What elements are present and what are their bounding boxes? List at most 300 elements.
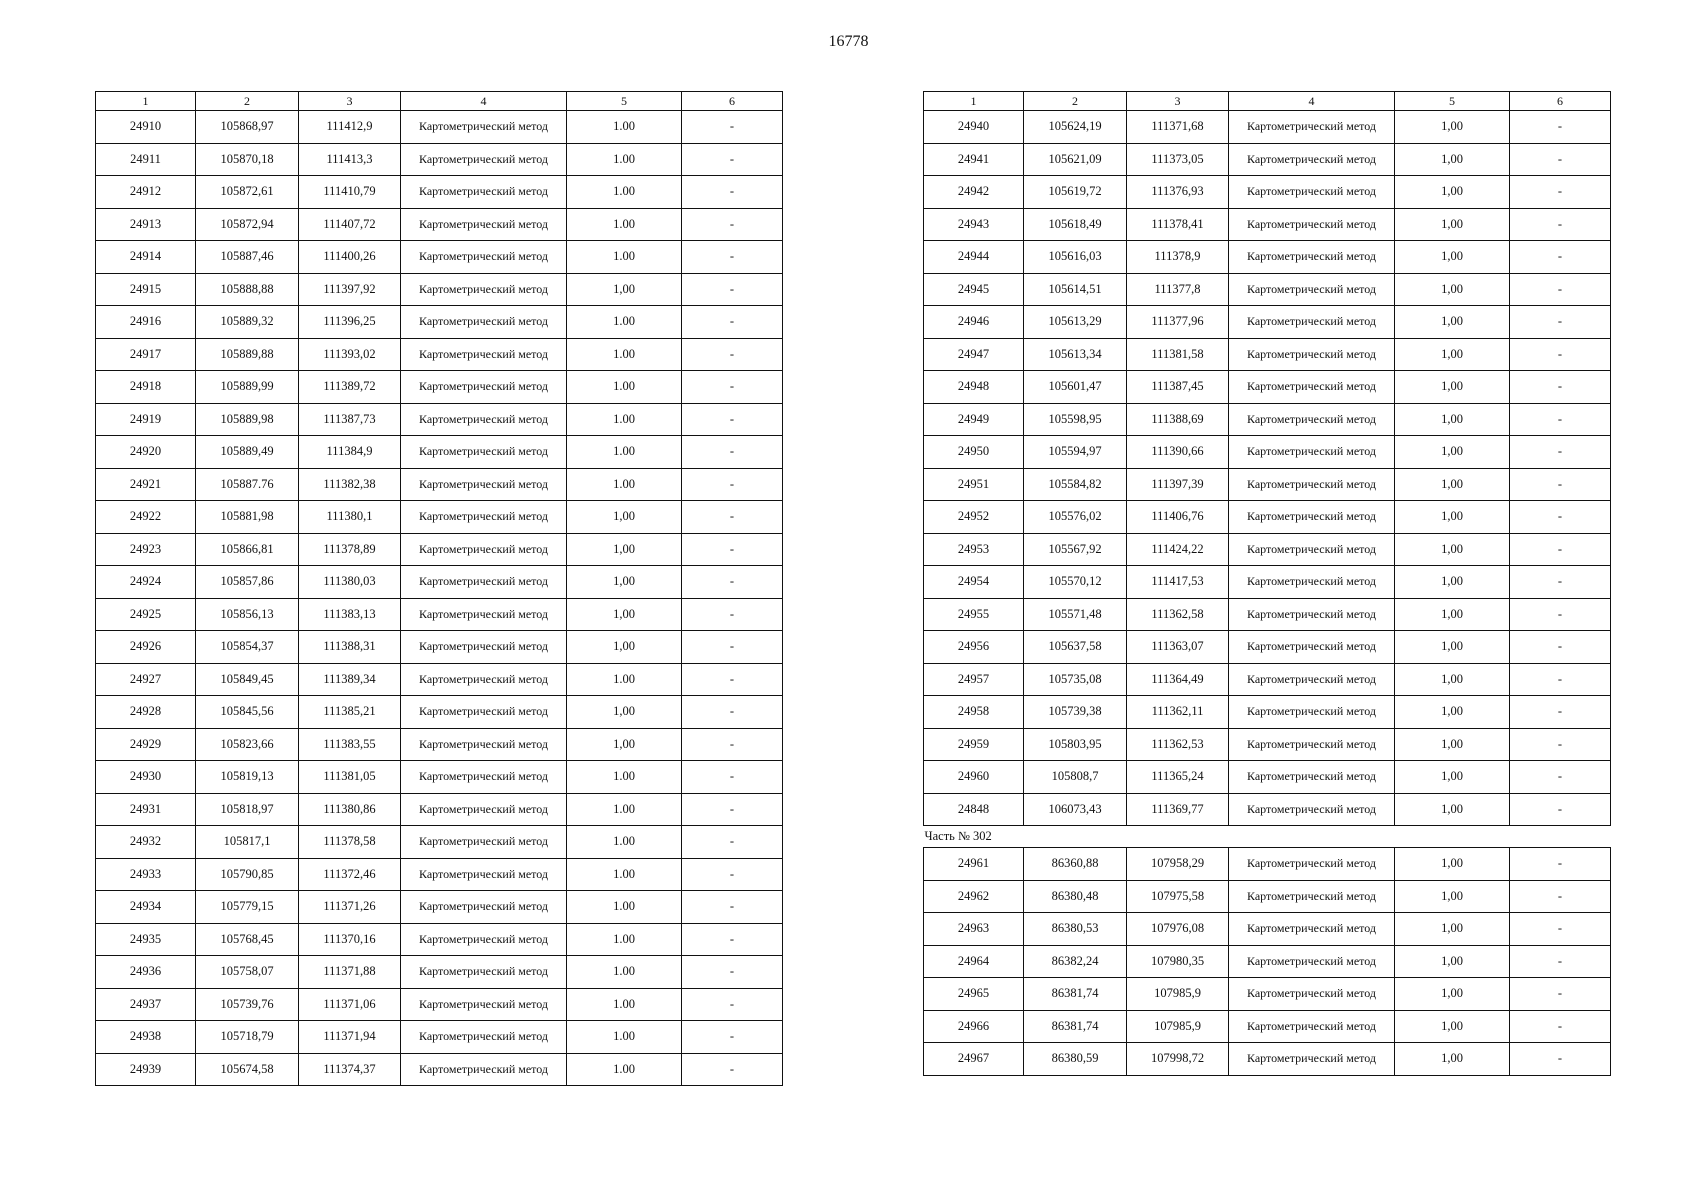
table-cell: - [682, 923, 783, 956]
table-cell: - [1510, 663, 1611, 696]
table-cell: - [1510, 176, 1611, 209]
table-cell: 24949 [924, 403, 1024, 436]
table-cell: 105735,08 [1024, 663, 1127, 696]
table-cell: - [682, 566, 783, 599]
table-cell: 1.00 [567, 956, 682, 989]
column-header: 3 [1127, 92, 1229, 111]
table-cell: 111383,13 [299, 598, 401, 631]
table-cell: - [682, 598, 783, 631]
table-cell: 105808,7 [1024, 761, 1127, 794]
table-cell: 111378,89 [299, 533, 401, 566]
column-header-row [924, 92, 1611, 111]
table-cell: 1.00 [567, 403, 682, 436]
page-number: 16778 [828, 33, 869, 50]
table-cell: - [1510, 338, 1611, 371]
table-cell: 111371,26 [299, 891, 401, 924]
table-cell: 1,00 [567, 566, 682, 599]
table-cell: 24916 [96, 306, 196, 339]
table-cell: 105889,88 [196, 338, 299, 371]
table-cell: Картометрический метод [401, 956, 567, 989]
table-cell: 111397,39 [1127, 468, 1229, 501]
table-cell: 105584,82 [1024, 468, 1127, 501]
table-row [924, 913, 1611, 946]
table-cell: 105594,97 [1024, 436, 1127, 469]
table-row [924, 143, 1611, 176]
table-cell: 111388,31 [299, 631, 401, 664]
table-cell: Картометрический метод [1229, 1043, 1395, 1076]
table-cell: 107976,08 [1127, 913, 1229, 946]
table-cell: 1,00 [1395, 793, 1510, 826]
table-cell: 105790,85 [196, 858, 299, 891]
table-cell: Картометрический метод [1229, 208, 1395, 241]
table-cell: 105889,99 [196, 371, 299, 404]
table-cell: 1,00 [1395, 945, 1510, 978]
table-cell: 1,00 [1395, 761, 1510, 794]
table-row [96, 663, 783, 696]
table-cell: Картометрический метод [401, 728, 567, 761]
column-header: 6 [1510, 92, 1611, 111]
table-cell: 24927 [96, 663, 196, 696]
table-row [924, 880, 1611, 913]
table-cell: 111362,58 [1127, 598, 1229, 631]
table-cell: 105779,15 [196, 891, 299, 924]
table-cell: 105872,94 [196, 208, 299, 241]
table-cell: Картометрический метод [401, 176, 567, 209]
table-cell: - [1510, 111, 1611, 144]
table-cell: - [1510, 945, 1611, 978]
table-cell: 1.00 [567, 1021, 682, 1054]
table-cell: 1,00 [1395, 176, 1510, 209]
table-cell: 86380,48 [1024, 880, 1127, 913]
table-cell: 105598,95 [1024, 403, 1127, 436]
column-header: 1 [96, 92, 196, 111]
table-cell: 111382,38 [299, 468, 401, 501]
table-cell: 111362,53 [1127, 728, 1229, 761]
table-cell: 111380,1 [299, 501, 401, 534]
table-cell: - [1510, 631, 1611, 664]
table-cell: 107980,35 [1127, 945, 1229, 978]
table-cell: 1.00 [567, 923, 682, 956]
table-cell: 24960 [924, 761, 1024, 794]
table-cell: Картометрический метод [1229, 338, 1395, 371]
table-cell: 24945 [924, 273, 1024, 306]
table-cell: - [1510, 978, 1611, 1011]
table-cell: 111378,9 [1127, 241, 1229, 274]
column-header-row [96, 92, 783, 111]
table-row [96, 468, 783, 501]
table-cell: Картометрический метод [1229, 978, 1395, 1011]
table-cell: 107985,9 [1127, 1010, 1229, 1043]
table-cell: - [682, 1021, 783, 1054]
table-cell: 105621,09 [1024, 143, 1127, 176]
table-cell: Картометрический метод [401, 533, 567, 566]
table-cell: - [682, 176, 783, 209]
table-cell: 111377,96 [1127, 306, 1229, 339]
table-cell: 111365,24 [1127, 761, 1229, 794]
table-cell: 111370,16 [299, 923, 401, 956]
table-cell: - [682, 1053, 783, 1086]
table-row [924, 848, 1611, 881]
table-row [924, 468, 1611, 501]
table-cell: Картометрический метод [1229, 241, 1395, 274]
table-row [96, 598, 783, 631]
table-cell: 105849,45 [196, 663, 299, 696]
table-cell: 105889,32 [196, 306, 299, 339]
table-cell: 24959 [924, 728, 1024, 761]
table-row [96, 728, 783, 761]
table-row [96, 533, 783, 566]
table-cell: 24967 [924, 1043, 1024, 1076]
table-cell: Картометрический метод [1229, 403, 1395, 436]
table-cell: 24954 [924, 566, 1024, 599]
table-cell: 105739,38 [1024, 696, 1127, 729]
table-cell: 24929 [96, 728, 196, 761]
table-cell: 105889,49 [196, 436, 299, 469]
table-cell: - [682, 501, 783, 534]
table-cell: Картометрический метод [401, 566, 567, 599]
table-cell: 105601,47 [1024, 371, 1127, 404]
table-cell: 105823,66 [196, 728, 299, 761]
table-row [924, 978, 1611, 1011]
table-cell: Картометрический метод [1229, 436, 1395, 469]
table-cell: 1.00 [567, 988, 682, 1021]
table-cell: 24963 [924, 913, 1024, 946]
table-cell: 24966 [924, 1010, 1024, 1043]
table-row [924, 793, 1611, 826]
table-cell: 24921 [96, 468, 196, 501]
table-cell: 24931 [96, 793, 196, 826]
table-cell: 24958 [924, 696, 1024, 729]
table-cell: 24922 [96, 501, 196, 534]
table-cell: 105889,98 [196, 403, 299, 436]
table-cell: 24928 [96, 696, 196, 729]
table-cell: 1.00 [567, 306, 682, 339]
table-cell: 111371,06 [299, 988, 401, 1021]
table-cell: 24934 [96, 891, 196, 924]
column-header: 2 [1024, 92, 1127, 111]
table-cell: - [682, 306, 783, 339]
table-row [924, 533, 1611, 566]
table-cell: - [1510, 403, 1611, 436]
table-row [96, 923, 783, 956]
table-cell: 1,00 [1395, 663, 1510, 696]
table-row [96, 241, 783, 274]
table-cell: Картометрический метод [1229, 143, 1395, 176]
table-cell: - [682, 858, 783, 891]
table-row [96, 371, 783, 404]
table-cell: 1,00 [1395, 598, 1510, 631]
table-cell: 111380,03 [299, 566, 401, 599]
table-cell: 105881,98 [196, 501, 299, 534]
table-cell: 24914 [96, 241, 196, 274]
table-row [96, 761, 783, 794]
table-cell: 86380,53 [1024, 913, 1127, 946]
table-cell: 24936 [96, 956, 196, 989]
table-cell: Картометрический метод [401, 436, 567, 469]
table-cell: 1,00 [1395, 241, 1510, 274]
table-cell: 24910 [96, 111, 196, 144]
table-cell: 1,00 [1395, 1043, 1510, 1076]
table-row [924, 371, 1611, 404]
table-cell: - [682, 956, 783, 989]
table-cell: Картометрический метод [1229, 176, 1395, 209]
table-cell: - [1510, 143, 1611, 176]
table-cell: - [682, 208, 783, 241]
table-cell: - [682, 826, 783, 859]
table-cell: 105571,48 [1024, 598, 1127, 631]
table-cell: 111389,34 [299, 663, 401, 696]
table-cell: 111369,77 [1127, 793, 1229, 826]
table-cell: 24924 [96, 566, 196, 599]
table-cell: - [682, 403, 783, 436]
table-cell: 111371,68 [1127, 111, 1229, 144]
table-cell: - [1510, 566, 1611, 599]
table-cell: 111412,9 [299, 111, 401, 144]
coordinates-table-left [95, 91, 783, 1086]
table-cell: 24915 [96, 273, 196, 306]
table-cell: 24937 [96, 988, 196, 1021]
table-cell: - [682, 436, 783, 469]
table-cell: Картометрический метод [401, 858, 567, 891]
column-header: 5 [1395, 92, 1510, 111]
table-cell: Картометрический метод [401, 663, 567, 696]
table-cell: - [1510, 208, 1611, 241]
table-cell: 111407,72 [299, 208, 401, 241]
table-cell: 1.00 [567, 241, 682, 274]
table-cell: 111388,69 [1127, 403, 1229, 436]
table-cell: 105616,03 [1024, 241, 1127, 274]
table-cell: Картометрический метод [401, 988, 567, 1021]
table-cell: 24938 [96, 1021, 196, 1054]
table-cell: 105887,46 [196, 241, 299, 274]
table-cell: 24940 [924, 111, 1024, 144]
table-cell: 105618,49 [1024, 208, 1127, 241]
table-row [924, 761, 1611, 794]
table-row [96, 956, 783, 989]
table-cell: 111393,02 [299, 338, 401, 371]
table-cell: 111373,05 [1127, 143, 1229, 176]
table-cell: Картометрический метод [401, 761, 567, 794]
table-cell: 1,00 [1395, 880, 1510, 913]
table-row [96, 631, 783, 664]
table-cell: - [1510, 728, 1611, 761]
table-cell: 1,00 [1395, 273, 1510, 306]
table-cell: 1,00 [567, 598, 682, 631]
table-cell: 1.00 [567, 436, 682, 469]
table-row [96, 696, 783, 729]
table-cell: 1,00 [567, 728, 682, 761]
table-row [924, 598, 1611, 631]
table-cell: 105613,29 [1024, 306, 1127, 339]
column-header: 5 [567, 92, 682, 111]
table-row [924, 945, 1611, 978]
table-cell: - [1510, 761, 1611, 794]
table-cell: 1.00 [567, 111, 682, 144]
table-cell: Картометрический метод [401, 241, 567, 274]
table-cell: 111374,37 [299, 1053, 401, 1086]
table-cell: 24947 [924, 338, 1024, 371]
table-cell: Картометрический метод [1229, 663, 1395, 696]
table-cell: Картометрический метод [401, 1021, 567, 1054]
table-cell: 105888,88 [196, 273, 299, 306]
table-cell: 105614,51 [1024, 273, 1127, 306]
table-cell: 111406,76 [1127, 501, 1229, 534]
table-row [96, 143, 783, 176]
table-cell: - [1510, 793, 1611, 826]
table-row [924, 111, 1611, 144]
table-row [96, 273, 783, 306]
table-cell: 111371,88 [299, 956, 401, 989]
table-cell: 105613,34 [1024, 338, 1127, 371]
table-cell: 111385,21 [299, 696, 401, 729]
table-cell: - [682, 728, 783, 761]
table-cell: 105818,97 [196, 793, 299, 826]
table-cell: 1,00 [1395, 696, 1510, 729]
table-cell: 105739,76 [196, 988, 299, 1021]
table-cell: 24918 [96, 371, 196, 404]
table-cell: 1.00 [567, 761, 682, 794]
table-cell: 105868,97 [196, 111, 299, 144]
table-cell: 107958,29 [1127, 848, 1229, 881]
table-cell: 105866,81 [196, 533, 299, 566]
table-cell: Картометрический метод [401, 631, 567, 664]
table-cell: Картометрический метод [401, 371, 567, 404]
table-cell: 86380,59 [1024, 1043, 1127, 1076]
table-cell: Картометрический метод [1229, 306, 1395, 339]
table-cell: 105854,37 [196, 631, 299, 664]
table-cell: - [1510, 598, 1611, 631]
table-cell: 24951 [924, 468, 1024, 501]
table-cell: - [1510, 501, 1611, 534]
table-cell: 111371,94 [299, 1021, 401, 1054]
table-cell: - [682, 533, 783, 566]
table-cell: 24965 [924, 978, 1024, 1011]
table-cell: Картометрический метод [401, 468, 567, 501]
table-cell: 86360,88 [1024, 848, 1127, 881]
table-row [96, 176, 783, 209]
table-cell: 1,00 [1395, 566, 1510, 599]
table-cell: 24943 [924, 208, 1024, 241]
coordinates-table-right [923, 91, 1611, 1076]
table-row [924, 696, 1611, 729]
table-cell: 105845,56 [196, 696, 299, 729]
table-cell: 1,00 [1395, 978, 1510, 1011]
table-cell: 1.00 [567, 826, 682, 859]
table-cell: 105567,92 [1024, 533, 1127, 566]
table-row [924, 728, 1611, 761]
table-cell: - [682, 273, 783, 306]
table-cell: 105857,86 [196, 566, 299, 599]
table-cell: - [682, 371, 783, 404]
table-row [96, 338, 783, 371]
table-cell: 111390,66 [1127, 436, 1229, 469]
table-cell: 24920 [96, 436, 196, 469]
table-row [924, 403, 1611, 436]
table-cell: Картометрический метод [1229, 913, 1395, 946]
table-cell: 111396,25 [299, 306, 401, 339]
table-cell: 1.00 [567, 468, 682, 501]
table-cell: 1,00 [1395, 1010, 1510, 1043]
table-row [924, 436, 1611, 469]
table-cell: 111378,41 [1127, 208, 1229, 241]
table-cell: 105872,61 [196, 176, 299, 209]
table-cell: 1,00 [1395, 631, 1510, 664]
table-cell: 106073,43 [1024, 793, 1127, 826]
table-cell: 111384,9 [299, 436, 401, 469]
table-cell: 111376,93 [1127, 176, 1229, 209]
column-header: 4 [1229, 92, 1395, 111]
table-cell: 1,00 [1395, 848, 1510, 881]
table-cell: 24917 [96, 338, 196, 371]
column-header: 1 [924, 92, 1024, 111]
table-cell: 105570,12 [1024, 566, 1127, 599]
table-cell: 86381,74 [1024, 1010, 1127, 1043]
section-row [924, 826, 1611, 848]
table-cell: 1.00 [567, 663, 682, 696]
table-cell: 1,00 [1395, 728, 1510, 761]
table-cell: - [682, 468, 783, 501]
table-row [924, 663, 1611, 696]
table-cell: 1,00 [1395, 208, 1510, 241]
column-header: 6 [682, 92, 783, 111]
table-cell: 1.00 [567, 143, 682, 176]
table-cell: 24957 [924, 663, 1024, 696]
table-cell: 111410,79 [299, 176, 401, 209]
table-cell: 24944 [924, 241, 1024, 274]
table-row [924, 631, 1611, 664]
table-cell: Картометрический метод [401, 891, 567, 924]
table-cell: 1.00 [567, 1053, 682, 1086]
table-cell: 105718,79 [196, 1021, 299, 1054]
table-cell: 24926 [96, 631, 196, 664]
table-cell: - [1510, 913, 1611, 946]
table-cell: Картометрический метод [1229, 945, 1395, 978]
table-cell: Картометрический метод [401, 1053, 567, 1086]
table-row [96, 111, 783, 144]
table-row [96, 436, 783, 469]
table-cell: Картометрический метод [1229, 598, 1395, 631]
table-cell: 1.00 [567, 371, 682, 404]
table-cell: Картометрический метод [401, 793, 567, 826]
table-row [96, 501, 783, 534]
table-cell: - [682, 338, 783, 371]
table-row [924, 306, 1611, 339]
table-cell: 1.00 [567, 208, 682, 241]
table-cell: 1,00 [1395, 338, 1510, 371]
table-cell: 111362,11 [1127, 696, 1229, 729]
table-cell: 24950 [924, 436, 1024, 469]
table-row [96, 208, 783, 241]
table-row [924, 1043, 1611, 1076]
table-cell: 1.00 [567, 338, 682, 371]
table-cell: - [1510, 468, 1611, 501]
table-cell: 24848 [924, 793, 1024, 826]
table-cell: 105819,13 [196, 761, 299, 794]
table-cell: 111381,58 [1127, 338, 1229, 371]
table-cell: 107998,72 [1127, 1043, 1229, 1076]
table-row [96, 826, 783, 859]
table-cell: Картометрический метод [401, 208, 567, 241]
table-cell: 24930 [96, 761, 196, 794]
table-cell: - [1510, 880, 1611, 913]
table-cell: - [682, 696, 783, 729]
table-cell: 1,00 [1395, 436, 1510, 469]
table-cell: 107975,58 [1127, 880, 1229, 913]
table-cell: 105870,18 [196, 143, 299, 176]
table-cell: Картометрический метод [401, 338, 567, 371]
table-cell: Картометрический метод [1229, 696, 1395, 729]
table-cell: 1.00 [567, 858, 682, 891]
